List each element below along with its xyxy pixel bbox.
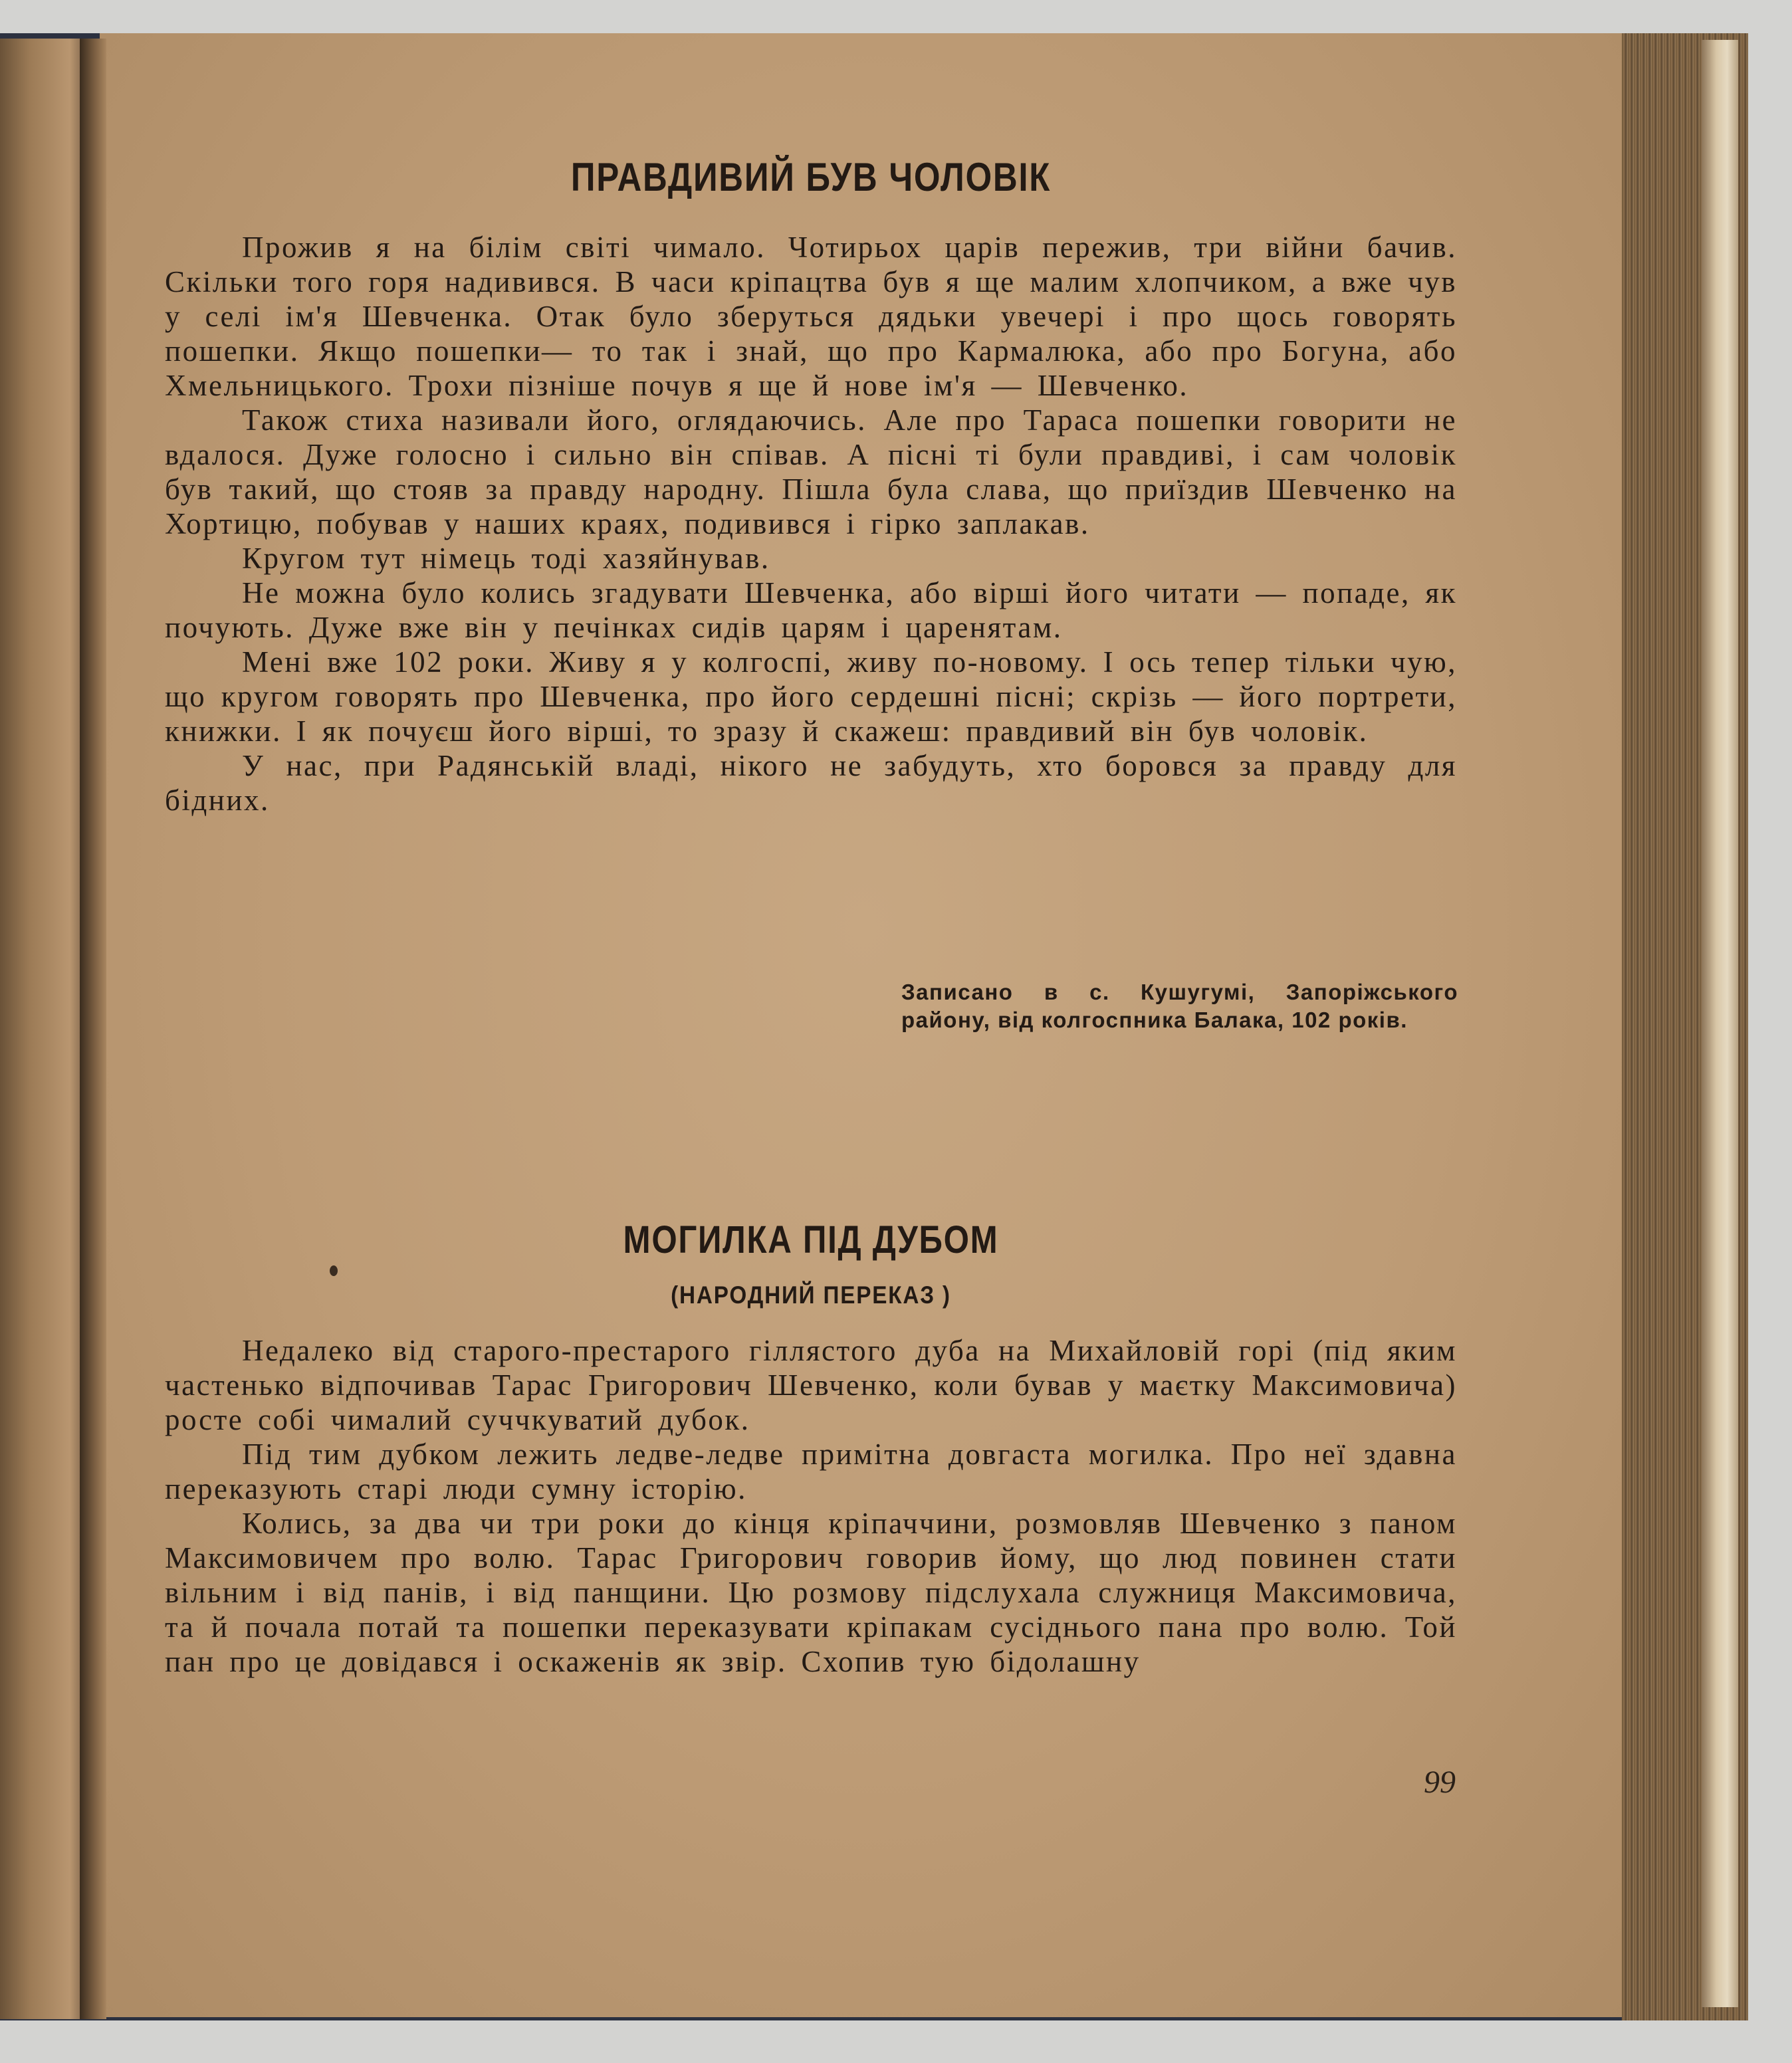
paragraph: Прожив я на білім світі чимало. Чотирьох царів пережив, три війни бачив. Скільки того горя надивився. В часи кріпацтва був я ще малим хлопчиком, а вже чув у селі ім'я Шевченка. Отак було зберуться дядьки увечері і про щось говорять пошепки. Якщо пошепки— то так і знай, що про Кармалюка, або про Богуна, або Хмельницького. Трохи пізніше почув я ще й нове ім'я — Шевченко.: [165, 231, 1457, 402]
paragraph: Не можна було колись згадувати Шевченка, або вірші його читати — попаде, як почують. Дуже вже він у печінках сидів царям і царенятам.: [165, 576, 1457, 644]
attribution-note: Записано в с. Кушугумі, Запоріжського району, від колгоспника Балака, 102 років.: [901, 980, 1458, 1032]
paragraph: Недалеко від старого-престарого гіллястого дуба на Михайловій горі (під яким частенько відпочивав Тарас Григорович Шевченко, коли бував у маєтку Максимовича) росте собі чималий суччкуватий дубок.: [165, 1334, 1457, 1436]
article-title-1: ПРАВДИВИЙ БУВ ЧОЛОВІК: [570, 155, 1052, 199]
paragraph: У нас, при Радянській владі, нікого не забудуть, хто боровся за правду для бідних.: [165, 749, 1457, 817]
article-title-2: МОГИЛКА ПІД ДУБОМ: [623, 1218, 999, 1261]
paragraph: Також стиха називали його, оглядаючись. Але про Тараса пошепки говорити не вдалося. Дуже голосно і сильно він співав. А пісні ті були правдиві, і сам чоловік був такий, що стояв за правду народну. Пішла була слава, що приїздив Шевченко на Хортицю, побував у наших краях, подивився і гірко заплакав.: [165, 403, 1457, 540]
ink-speck: [330, 1265, 338, 1276]
article-body-1: [165, 230, 1457, 817]
paragraph: Під тим дубком лежить ледве-ледве примітна довгаста могилка. Про неї здавна переказують старі люди сумну історію.: [165, 1438, 1457, 1505]
book-gutter: [80, 39, 106, 2019]
paragraph: Кругом тут німець тоді хазяйнував.: [242, 542, 770, 575]
article-body-2: [165, 1333, 1457, 1679]
paragraph: Колись, за два чи три роки до кінця кріпаччини, розмовляв Шевченко з паном Максимовичем про волю. Тарас Григорович говорив йому, що люд повинен стати вільним і від панів, і від панщини. Цю розмову підслухала служниця Максимовича, та й почала потай та пошепки переказувати кріпакам сусіднього пана про волю. Той пан про це довідався і оскаженів як звір. Схопив тую бідолашну: [165, 1507, 1457, 1678]
scan-margin-right: [1748, 0, 1792, 2063]
page-number: 99: [1424, 1765, 1456, 1800]
article-subtitle-2: (НАРОДНИЙ ПЕРЕКАЗ ): [671, 1281, 951, 1309]
paragraph: Мені вже 102 роки. Живу я у колгоспі, живу по-новому. І ось тепер тільки чую, що кругом говорять про Шевченка, про його сердешні пісні; скрізь — його портрети, книжки. І як почуєш його вірші, то зразу й скажеш: правдивий він був чоловік.: [165, 645, 1457, 748]
page-stack-highlight: [1702, 40, 1738, 2007]
